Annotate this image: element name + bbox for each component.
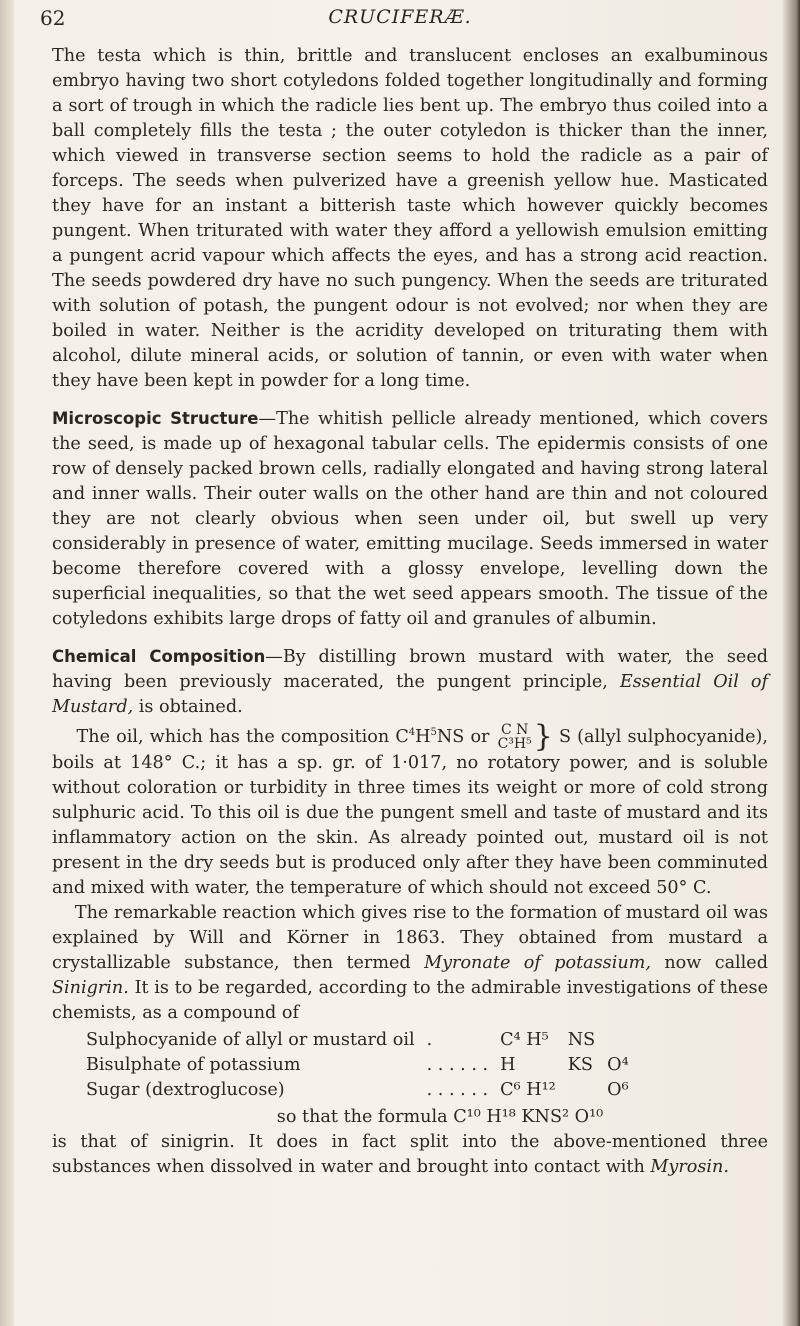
paragraph-remarkable-reaction [52, 901, 768, 1026]
formula-oxygen [601, 1028, 634, 1053]
formula-brace: } [533, 718, 553, 754]
compound-name: Sugar (dextroglucose) [86, 1079, 285, 1100]
formula-oxygen: O⁶ [607, 1079, 629, 1100]
allyl-fraction [498, 723, 532, 751]
section-heading-chemical: Chemical Composition [52, 647, 266, 666]
closing-text: is that of sinigrin. It does in fact split into the above-mentioned three substances when dissolved in water and brought into contact with [52, 1131, 768, 1177]
essential-oil-term: Essential Oil of Mustard, [52, 672, 768, 717]
page-gutter [0, 0, 14, 1326]
running-head: CRUCIFERÆ. [328, 6, 472, 28]
fraction-bottom: C³H⁵ [497, 735, 532, 752]
paragraph-microscopic-structure [52, 406, 768, 632]
remark-text-c: It is to be regarded, according to the admirable investigations of these chemists, as a compound of [52, 977, 768, 1023]
fraction-top: C N [500, 721, 529, 738]
chemical-text-end: is obtained. [133, 697, 243, 717]
sinigrin-formula-line: so that the formula C¹⁰ H¹⁸ KNS² O¹⁰ [276, 1106, 604, 1127]
oil-text-b: H [415, 726, 431, 747]
formula-carbon-hydrogen: H [500, 1054, 516, 1075]
remark-text-a: The remarkable reaction which gives rise to the formation of mustard oil was explained by Will and Körner in 1863. They obtained from mustard a crystallizable substance, then termed [52, 902, 768, 973]
page-body [52, 44, 768, 1180]
paragraph-oil-composition [52, 720, 768, 901]
paragraph-chemical-composition [52, 644, 768, 720]
leader-dots: . . . . . . [426, 1054, 489, 1075]
paragraph-closing [52, 1130, 768, 1180]
sinigrin-term: Sinigrin. [52, 977, 129, 998]
table-row [80, 1053, 635, 1078]
formula-middle: NS [567, 1029, 596, 1050]
myrosin-term: Myrosin. [650, 1156, 729, 1177]
page-number: 62 [40, 6, 66, 30]
table-row [80, 1078, 635, 1103]
formula-oxygen: O⁴ [607, 1054, 629, 1075]
oil-text-d: S (allyl sulphocyanide), boils at 148° C.; it has a sp. gr. of 1·017, no rotatory power, and is soluble without coloration or turbidity in three times its weight or more of cold strong sulphuric acid. To this oil is due the pungent smell and taste of mustard and its inflammatory action on the skin. As already pointed out, mustard oil is not present in the dry seeds but is produced only after they have been comminuted and mixed with water, the temperature of which should not exceed 50° C. [52, 726, 768, 898]
chemical-text: —By distilling brown mustard with water, the seed having been previously macerated, the pungent principle, [52, 647, 768, 692]
formula-carbon-hydrogen: C⁶ H¹² [500, 1079, 556, 1100]
remark-text-b: now called [650, 952, 768, 973]
paragraph-testa: The testa which is thin, brittle and translucent encloses an exalbuminous embryo having two short cotyledons folded together longitudinally and forming a sort of trough in which the radicle lies bent up. The embryo thus coiled into a ball completely fills the testa ; the outer cotyledon is thicker than the inner, which viewed in transverse section seems to hold the radicle as a pair of forceps. The seeds when pulverized have a greenish yellow hue. Masticated they have for an instant a bitterish taste which however quickly becomes pungent. When triturated with water they afford a yellowish emulsion emitting a pungent acrid vapour which affects the eyes, and has a strong acid reaction. The seeds powdered dry have no such pungency. When the seeds are triturated with solution of potash, the pungent odour is not evolved; nor when they are boiled in water. Neither is the acridity developed on triturating them with alcohol, dilute mineral acids, or solution of tannin, or even with water when they have been kept in powder for a long time. [52, 46, 768, 391]
formula-middle [562, 1078, 601, 1103]
leader-dots: . . . . . . [426, 1079, 489, 1100]
composition-table [80, 1028, 635, 1103]
microscopic-text: —The whitish pellicle already mentioned, which covers the seed, is made up of hexagonal tabular cells. The epidermis consists of one row of densely packed brown cells, radially elongated and having strong lateral and inner walls. Their outer walls on the other hand are thin and not coloured they are not clearly obvious when seen under oil, but swell up very considerably in presence of water, emitting mucilage. Seeds immersed in water become therefore covered with a glossy envelope, levelling down the superficial inequalities, so that the wet seed appears smooth. The tissue of the cotyledons exhibits large drops of fatty oil and granules of albumin. [52, 409, 769, 629]
oil-text-a: The oil, which has the composition C [76, 726, 409, 747]
oil-text-c: NS or [436, 726, 496, 747]
oil-sup-2: 5 [430, 727, 437, 738]
formula-middle: KS [567, 1054, 593, 1075]
myronate-term: Myronate of potassium, [424, 952, 651, 973]
page-edge-shadow [782, 0, 800, 1326]
table-row [80, 1028, 635, 1053]
compound-name: Sulphocyanide of allyl or mustard oil [86, 1029, 415, 1050]
oil-sup-1: 4 [408, 727, 416, 738]
page-header [40, 6, 760, 36]
leader-dots: . [426, 1029, 433, 1050]
formula-carbon-hydrogen: C⁴ H⁵ [500, 1029, 549, 1050]
compound-name: Bisulphate of potassium [86, 1054, 301, 1075]
section-heading-microscopic: Microscopic Structure [52, 409, 259, 428]
